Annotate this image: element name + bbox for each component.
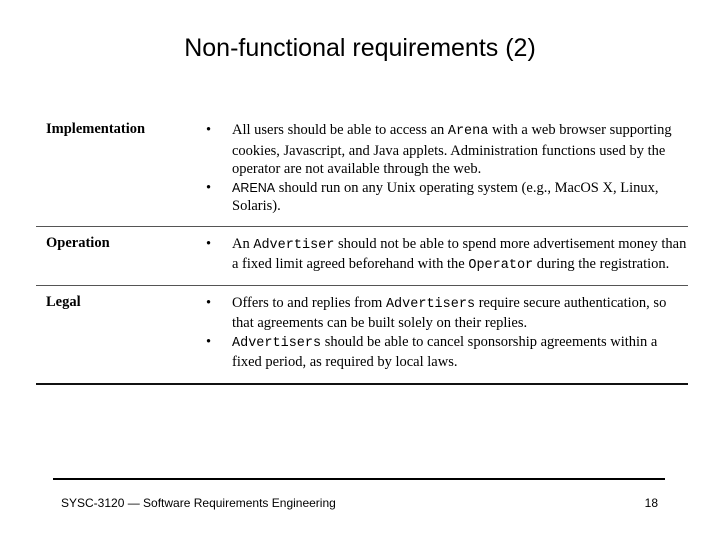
requirement-row-legal bbox=[36, 286, 688, 385]
system-name: ARENA bbox=[232, 180, 276, 195]
requirement-text: should run on any Unix operating system (e.g., MacOS X, Linux, Solaris). bbox=[232, 179, 659, 214]
bullet: • bbox=[206, 333, 212, 350]
requirement-text: Offers to and replies from bbox=[232, 294, 386, 311]
requirement-item bbox=[204, 333, 688, 372]
requirement-text: with a web browser supporting cookies, Javascript, and Java applets. Administration functions used by the operator are not available through the web. bbox=[232, 122, 672, 177]
class-name: Arena bbox=[447, 124, 489, 139]
requirement-item bbox=[204, 179, 688, 216]
slide-title: Non-functional requirements (2) bbox=[184, 34, 536, 62]
requirement-row-implementation bbox=[36, 112, 688, 227]
page-number: 18 bbox=[644, 496, 658, 510]
row-label: Legal bbox=[46, 293, 81, 310]
requirement-items bbox=[204, 294, 688, 372]
requirement-items bbox=[204, 121, 688, 216]
footer-divider bbox=[53, 478, 665, 480]
bullet: • bbox=[206, 122, 212, 138]
requirement-text: should be able to cancel sponsorship agreements within a fixed period, as required by local laws. bbox=[232, 333, 658, 370]
requirements-table bbox=[36, 112, 688, 385]
requirement-items bbox=[204, 235, 688, 276]
footer-course-title: SYSC-3120 — Software Requirements Engineering bbox=[61, 496, 336, 510]
bullet: • bbox=[206, 294, 212, 311]
row-label: Implementation bbox=[46, 121, 146, 137]
bullet: • bbox=[206, 235, 212, 252]
requirement-text: should not be able to spend more advertisement money than a fixed limit agreed beforehand with the bbox=[232, 235, 687, 272]
requirement-text: All users should be able to access an bbox=[232, 122, 448, 138]
requirement-text: An bbox=[232, 235, 254, 252]
requirement-row-operation bbox=[36, 227, 688, 286]
requirement-text: require secure authentication, so that agreements can be built solely on their replies. bbox=[232, 294, 667, 331]
requirement-item bbox=[204, 235, 688, 276]
row-label: Operation bbox=[46, 234, 110, 251]
class-name: Advertisers bbox=[385, 296, 476, 312]
requirement-text: during the registration. bbox=[533, 256, 670, 272]
class-name: Advertisers bbox=[232, 335, 322, 351]
bullet: • bbox=[206, 179, 212, 196]
requirement-item bbox=[204, 121, 688, 179]
requirement-item bbox=[204, 294, 688, 333]
class-name: Operator bbox=[468, 258, 534, 273]
class-name: Advertiser bbox=[253, 237, 335, 253]
